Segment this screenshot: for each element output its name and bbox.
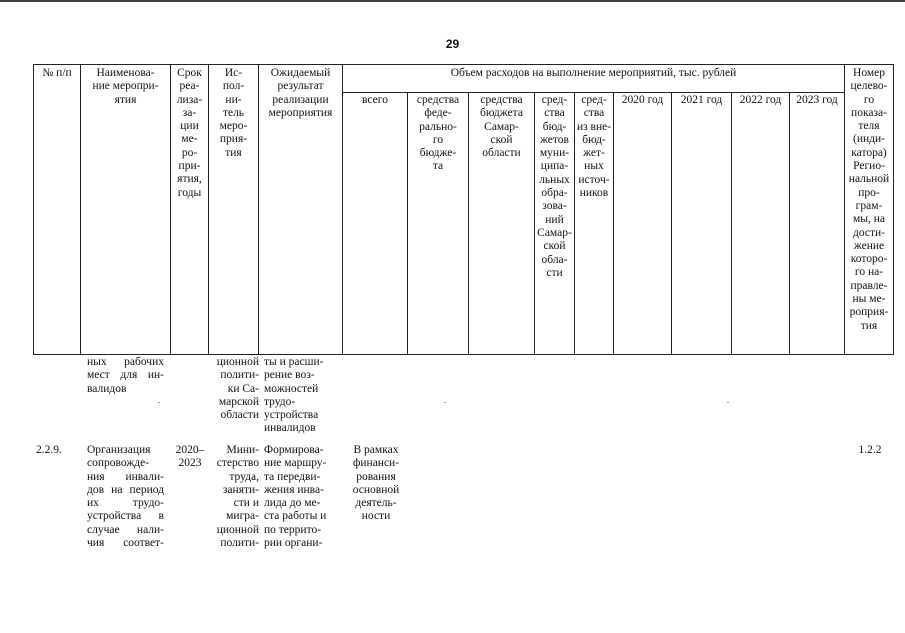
scan-speck (444, 402, 446, 403)
continued-executor: ционной полити- ки Са- марской области (216, 356, 259, 422)
continued-name: ных рабочих мест для ин- валидов (87, 356, 164, 395)
header-col-number: № п/п (33, 64, 81, 355)
header-sub-municipal: сред- ства бюд- жетов муни- ципа- льных обра- зова- ний Самар- ской обла- сти (535, 92, 575, 355)
header-col-name: Наименова- ние меропри- ятия (81, 64, 171, 355)
row-2-2-9-term: 2020– 2023 (175, 444, 205, 470)
row-2-2-9-executor: Мини- стерство труда, заняти- сти и мигра- ционной полити- (216, 444, 259, 550)
header-sub-federal: средства феде- рально- го бюдже- та (408, 92, 469, 355)
header-col-expenses: Объем расходов на выполнение мероприятий, тыс. рублей (343, 64, 845, 93)
header-col-indicator: Номер целево- го показа- теля (инди- катора) Регио- нальной про- грам- мы, на дости- жение которо- го на- правле- ны ме- роприя- тия (845, 64, 894, 355)
row-2-2-9-result: Формирова- ние маршру- та передви- жения инва- лида до ме- ста работы и по террито- рии органи- (264, 444, 327, 550)
row-2-2-9-number: 2.2.9. (36, 444, 62, 456)
header-col-expected-result: Ожидаемый результат реализации мероприятия (259, 64, 343, 355)
row-2-2-9-name: Организация сопровожде- ния инвали- дов на период их трудо- устройства в случае нали- чия соответ- (87, 444, 164, 550)
row-2-2-9-total: В рамках финанси- рования основной деятель- ности (352, 444, 400, 523)
header-sub-regional: средства бюджета Самар- ской области (469, 92, 535, 355)
row-2-2-9-indicator: 1.2.2 (858, 444, 882, 456)
scan-speck (158, 402, 160, 403)
header-sub-2023: 2023 год (790, 92, 845, 355)
continued-result: ты и расши- рение воз- можностей трудо- устройства инвалидов (264, 356, 324, 435)
header-col-term: Срок реа- лиза- за- ции ме- ро- при- ятия, годы (171, 64, 209, 355)
header-sub-2020: 2020 год (614, 92, 672, 355)
header-col-executor: Ис- пол- ни- тель меро- прия- тия (209, 64, 259, 355)
header-sub-total: всего (343, 92, 408, 355)
page-number: 29 (445, 37, 460, 51)
header-sub-2022: 2022 год (732, 92, 790, 355)
page-top-border (0, 0, 905, 2)
scan-speck (727, 402, 729, 403)
header-sub-extrabudget: сред- ства из вне- бюд- жет- ных источ- ников (575, 92, 614, 355)
header-sub-2021: 2021 год (672, 92, 732, 355)
